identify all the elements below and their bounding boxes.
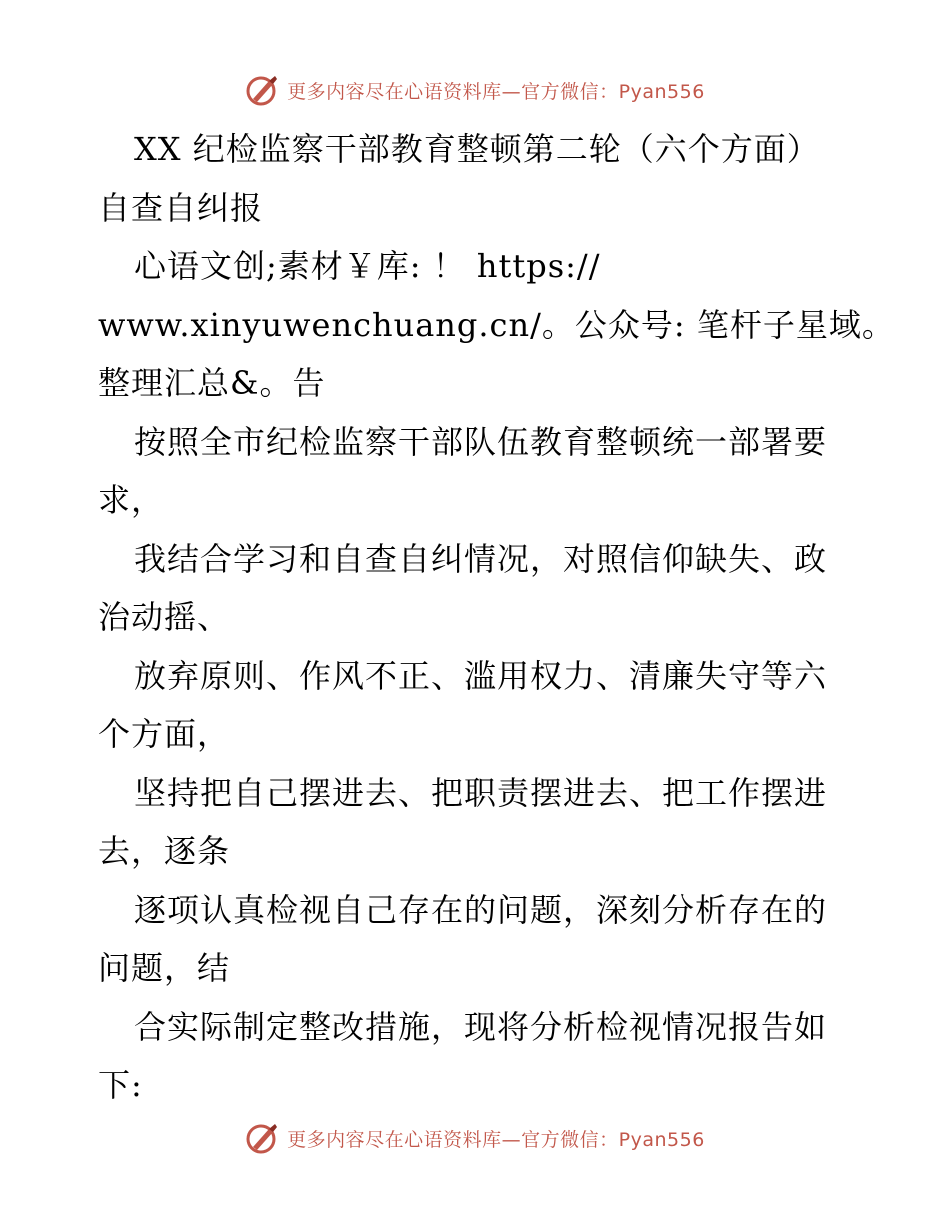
pen-logo-icon <box>245 73 279 107</box>
source-line-1: 心语文创;素材￥库: ！ https:// <box>134 247 601 285</box>
paragraph-line: 放弃原则、作风不正、滥用权力、清廉失守等六 <box>134 656 828 695</box>
paragraph-line: 治动摇、 <box>98 598 231 636</box>
header-watermark <box>0 70 950 110</box>
watermark-text: 更多内容尽在心语资料库—官方微信：Pyan556 <box>287 80 705 103</box>
paragraph-line: 去，逐条 <box>98 832 231 870</box>
paragraph-line: 逐项认真检视自己存在的问题，深刻分析存在的 <box>134 890 828 929</box>
paragraph-line: 个方面， <box>98 715 231 753</box>
footer-watermark <box>0 1118 950 1158</box>
paragraph-line: 求， <box>98 481 165 519</box>
paragraph-line: 合实际制定整改措施，现将分析检视情况报告如 <box>134 1007 828 1046</box>
document-body <box>98 120 895 1115</box>
paragraph-line: 坚持把自己摆进去、把职责摆进去、把工作摆进 <box>134 773 828 812</box>
title-line-2: 自查自纠报 <box>98 188 264 227</box>
pen-logo-icon <box>245 1121 279 1155</box>
paragraph-line: 按照全市纪检监察干部队伍教育整顿统一部署要 <box>134 422 828 461</box>
title-line-1: XX 纪检监察干部教育整顿第二轮（六个方面） <box>134 130 820 168</box>
source-line-3: 整理汇总&。告 <box>98 364 326 402</box>
paragraph-line: 下: <box>98 1066 143 1104</box>
paragraph-line: 问题，结 <box>98 949 231 987</box>
watermark-text: 更多内容尽在心语资料库—官方微信：Pyan556 <box>287 1128 705 1151</box>
source-line-2: www.xinyuwenchuang.cn/。公众号: 笔杆子星域。 <box>98 305 895 344</box>
paragraph-line: 我结合学习和自查自纠情况，对照信仰缺失、政 <box>134 539 828 578</box>
